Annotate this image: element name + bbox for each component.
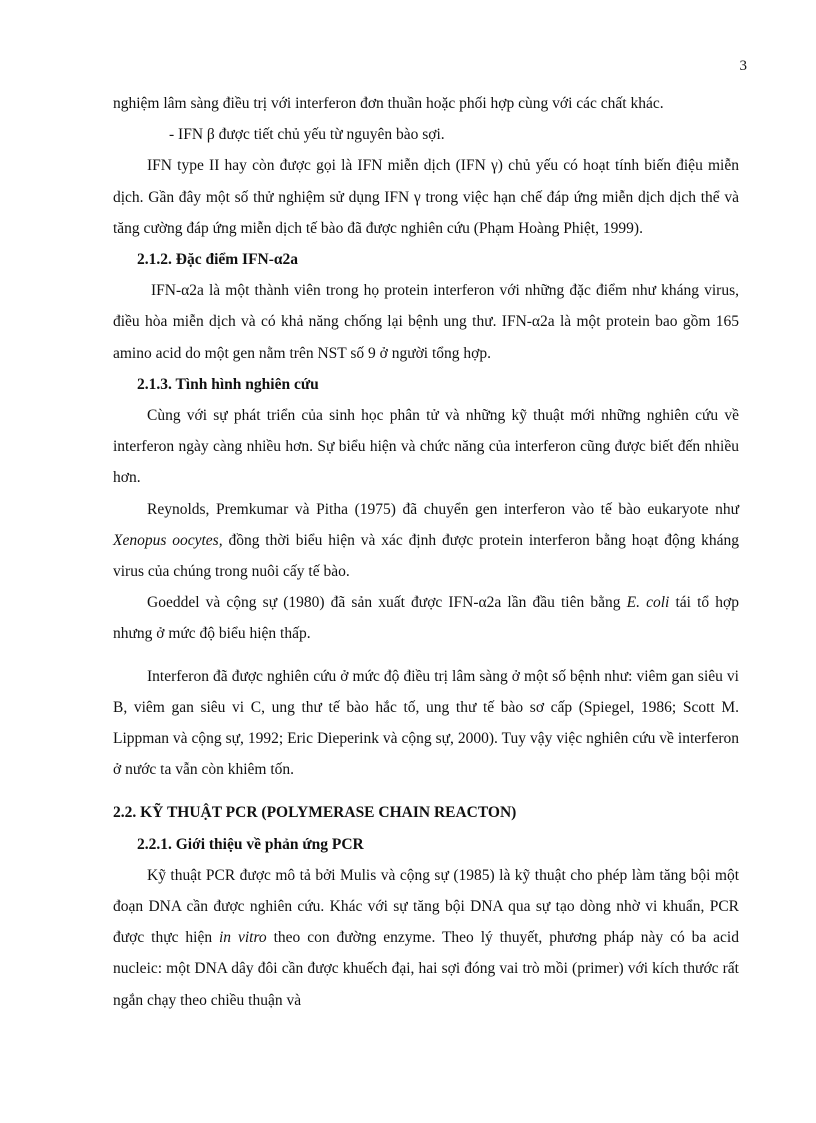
italic-term: E. coli — [626, 594, 670, 612]
paragraph-reynolds — [113, 494, 739, 588]
text-run: đồng thời biểu hiện và xác định được protein interferon bằng hoạt động kháng virus của chúng trong nuôi cấy tế bào. — [113, 531, 740, 581]
text-run: Kỹ thuật PCR được mô tả bởi Mulis và cộng sự (1985) là kỹ thuật cho phép làm tăng bội một đoạn DNA cần được nghiên cứu. Khác với sự tăng bội DNA qua sự tạo dòng nhờ vi khuẩn, PCR được thực hiện — [113, 866, 739, 947]
text-run: Goeddel và cộng sự (1980) đã sản xuất được IFN-α2a lần đầu tiên bằng — [147, 594, 627, 612]
paragraph-pcr-intro — [113, 860, 739, 1016]
document-body — [113, 88, 739, 1016]
italic-term: in vitro — [219, 929, 267, 947]
paragraph-goeddel — [113, 587, 739, 649]
text-run: theo con đường enzyme. Theo lý thuyết, phương pháp này có ba acid nucleic: một DNA dây đôi cần được khuếch đại, hai sợi đóng vai trò mồi (primer) với kích thước rất ngắn chạy theo chiều thuận và — [113, 929, 739, 1009]
paragraph-ifn-type-ii: IFN type II hay còn được gọi là IFN miễn dịch (IFN γ) chủ yếu có hoạt tính biến điệu miễn dịch. Gần đây một số thử nghiệm sử dụng IFN γ trong việc hạn chế đáp ứng miễn dịch dịch thể và tăng cường đáp ứng miễn dịch tế bào đã được nghiên cứu (Phạm Hoàng Phiệt, 1999). — [113, 157, 739, 237]
paragraph-continuation: nghiệm lâm sàng điều trị với interferon đơn thuần hoặc phối hợp cùng với các chất khác. — [113, 95, 664, 112]
text-run: tái tổ hợp nhưng ở mức độ biểu hiện thấp. — [113, 594, 739, 643]
text-run: Reynolds, Premkumar và Pitha (1975) đã chuyển gen interferon vào tế bào eukaryote như — [147, 500, 739, 518]
page-number: 3 — [739, 58, 747, 74]
heading-2-1-3: 2.1.3. Tình hình nghiên cứu — [137, 375, 319, 393]
paragraph-clinical-research: Interferon đã được nghiên cứu ở mức độ điều trị lâm sàng ở một số bệnh như: viêm gan siêu vi B, viêm gan siêu vi C, ung thư tế bào hắc tố, ung thư tế bào sơ cấp (Spiegel, 1986; Scott M. Lippman và cộng sự, 1992; Eric Dieperink và cộng sự, 2000). Tuy vậy việc nghiên cứu về interferon ở nước ta vẫn còn khiêm tốn. — [113, 667, 739, 779]
heading-2-2-1: 2.2.1. Giới thiệu về phản ứng PCR — [137, 835, 364, 853]
heading-2-1-2: 2.1.2. Đặc điểm IFN-α2a — [137, 251, 299, 269]
paragraph-research-development: Cùng với sự phát triển của sinh học phân tử và những kỹ thuật mới những nghiên cứu về interferon ngày càng nhiều hơn. Sự biểu hiện và chức năng của interferon cũng được biết đến nhiều hơn. — [113, 407, 739, 487]
paragraph-ifn-alpha2a: IFN-α2a là một thành viên trong họ protein interferon với những đặc điểm như kháng virus, điều hòa miễn dịch và có khả năng chống lại bệnh ung thư. IFN-α2a là một protein bao gồm 165 amino acid do một gen nằm trên NST số 9 ở người tổng hợp. — [113, 282, 739, 362]
bullet-ifn-beta: - IFN β được tiết chủ yếu từ nguyên bào sợi. — [169, 126, 445, 144]
heading-2-2: 2.2. KỸ THUẬT PCR (POLYMERASE CHAIN REACTON) — [113, 804, 517, 822]
italic-term: Xenopus oocytes, — [113, 531, 223, 549]
